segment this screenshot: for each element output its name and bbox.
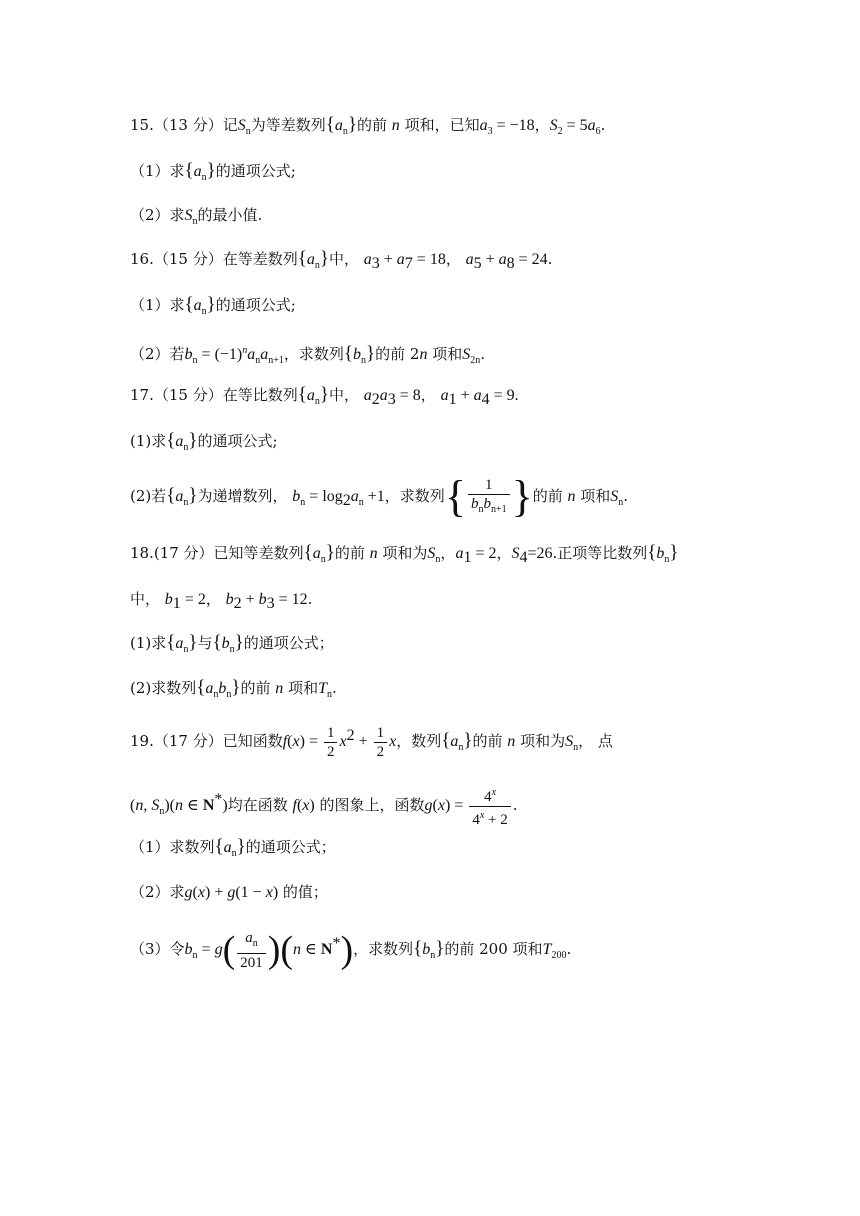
problem-16-part-1: （1）求$\{a_n\}$的通项公式;: [130, 294, 296, 317]
problem-16-part-2: （2）若$b_n = (-1)^na_na_{n+1}$，求数列$\{b_n\}$的前 2n 项和$S_{2n}$.: [130, 343, 486, 366]
fraction-1-over-bnbn1: $\frac{1}{b_nb_{n+1}}$: [468, 476, 510, 519]
problem-17-part-1: (1)求$\{a_n\}$的通项公式;: [130, 430, 278, 453]
problem-18-part-2: (2)求数列$\{a_nb_n\}$的前 n 项和$T_n$.: [130, 677, 337, 700]
problem-19-statement: 19.（17 分）已知函数f(x) = $\frac{1}{2}$ $x^2$ + $\frac{1}{2}$ x，数列$\{a_n\}$的前 n 项和为$S_n$， 点: [130, 724, 613, 760]
problem-18-statement: 18.(17 分）已知等差数列$\{a_n\}$的前 n 项和为$S_n$，$a_1 = 2$，$S_4=26$.正项等比数列$\{b_n\}$: [130, 542, 679, 566]
problem-19-statement-cont: (n, $S_n)(n$ ∈ N*)均在函数 f(x) 的图象上，函数g(x) = $\frac{4^x}{4^x + 2}$ .: [130, 786, 518, 828]
problem-19-part-1: （1）求数列$\{a_n\}$的通项公式；: [130, 836, 336, 859]
problem-15-part-1: （1）求$\{a_n\}$的通项公式;: [130, 160, 296, 183]
problem-19-part-3: （3）令$b_n = g$( $\frac{a_n}{201}$ )(n ∈ N*)，求数列$\{b_n\}$的前 200 项和$T_{200}$.: [130, 929, 572, 971]
problem-17-statement: 17.（15 分）在等比数列$\{a_n\}$中， $a_2a_3 = 8$， $a_1 + a_4 = 9$.: [130, 384, 519, 408]
problem-18-part-1: (1)求$\{a_n\}$与$\{b_n\}$的通项公式；: [130, 632, 334, 655]
problem-15-statement: 15.（13 分）记$S_n$为等差数列$\{a_n\}$的前 n 项和，已知$a_3 = -18$，$S_2 = 5a_6$.: [130, 114, 606, 137]
problem-16-statement: 16.（15 分）在等差数列$\{a_n\}$中， $a_3 + a_7 = 18$， $a_5 + a_8 = 24$.: [130, 248, 553, 272]
problem-19-part-2: （2）求g(x) + g(1 − x) 的值；: [130, 883, 328, 901]
problem-17-part-2: (2)若$\{a_n\}$为递增数列， $b_n = \log_2a_n +1$，求数列{ $\frac{1}{b_nb_{n+1}}$ }的前 n 项和$S_n$.: [130, 472, 629, 521]
problem-15-part-2: （2）求$S_n$的最小值.: [130, 206, 263, 227]
problem-18-statement-cont: 中， $b_1 = 2$， $b_2 + b_3 = 12$.: [130, 590, 313, 612]
